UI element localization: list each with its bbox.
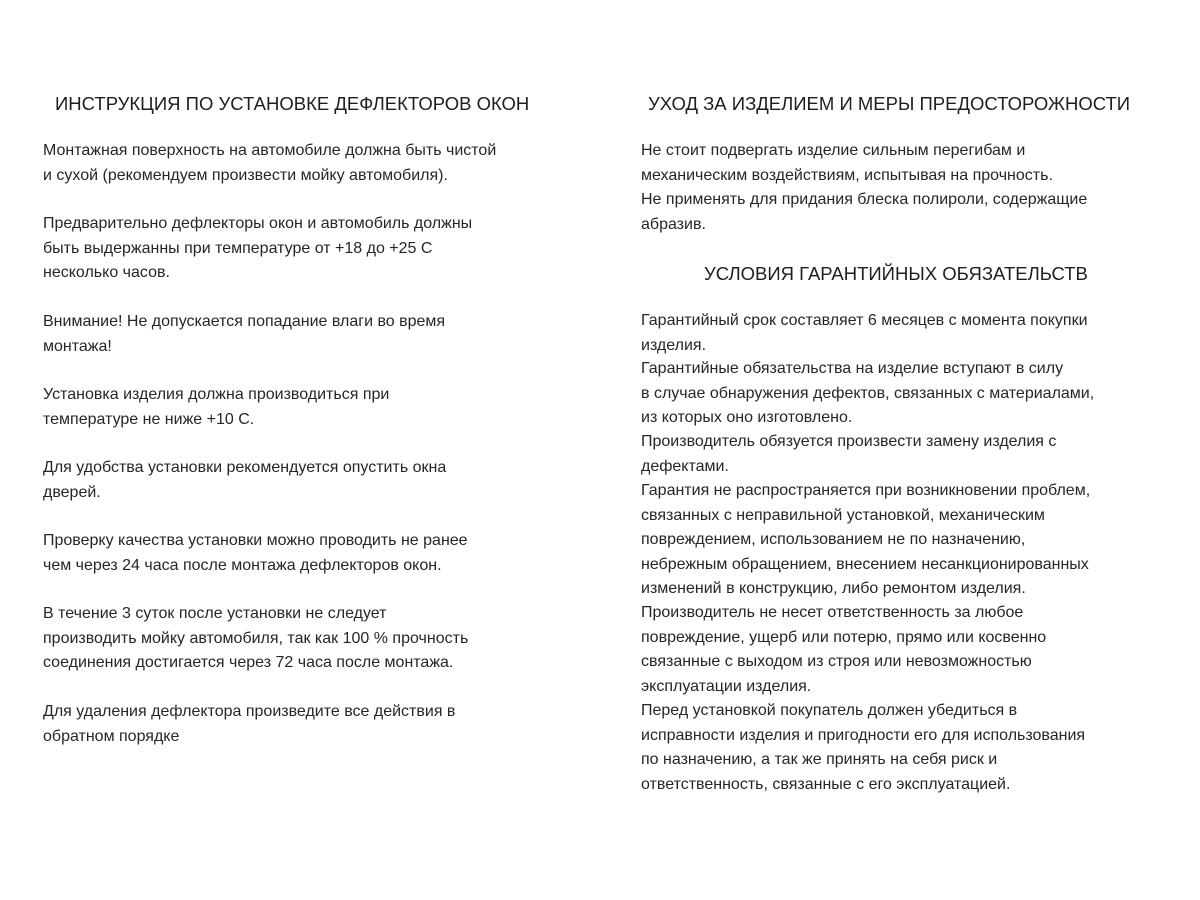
installation-paragraph: Проверку качества установки можно проводить не ранее чем через 24 часа после монтажа дефлекторов окон. bbox=[43, 532, 468, 574]
warranty-paragraph: Гарантийный срок составляет 6 месяцев с момента покупки изделия. bbox=[641, 312, 1088, 354]
warranty-paragraph: Гарантия не распространяется при возникновении проблем, связанных с неправильной установкой, механическим повреждением, использованием не по назначению, небрежным обращением, внесением несанкционированных изменений в конструкцию, либо ремонтом изделия. bbox=[641, 482, 1091, 597]
warranty-paragraph: Перед установкой покупатель должен убедиться в исправности изделия и пригодности его для использования по назначению, а так же принять на себя риск и ответственность, связанные с его эксплуатацией. bbox=[641, 702, 1086, 793]
installation-paragraph: Монтажная поверхность на автомобиле должна быть чистой и сухой (рекомендуем произвести мойку автомобиля). bbox=[43, 142, 497, 184]
installation-paragraph: Для удаления дефлектора произведите все действия в обратном порядке bbox=[43, 703, 456, 745]
warranty-paragraph: Гарантийные обязательства на изделие вступают в силу в случае обнаружения дефектов, связанных с материалами, из которых оно изготовлено. bbox=[641, 360, 1095, 426]
installation-paragraph: Установка изделия должна производиться при температуре не ниже +10 С. bbox=[43, 386, 390, 428]
care-heading: УХОД ЗА ИЗДЕЛИЕМ И МЕРЫ ПРЕДОСТОРОЖНОСТИ bbox=[648, 93, 1131, 114]
installation-paragraph: Для удобства установки рекомендуется опустить окна дверей. bbox=[43, 459, 447, 501]
warranty-heading: УСЛОВИЯ ГАРАНТИЙНЫХ ОБЯЗАТЕЛЬСТВ bbox=[704, 263, 1088, 284]
installation-paragraph: Предварительно дефлекторы окон и автомобиль должны быть выдержанны при температуре от +18 до +25 С несколько часов. bbox=[43, 215, 473, 281]
warranty-paragraph: Производитель не несет ответственность за любое повреждение, ущерб или потерю, прямо или косвенно связанные с выходом из строя или невозможностью эксплуатации изделия. bbox=[641, 604, 1047, 695]
warranty-paragraph: Производитель обязуется произвести замену изделия с дефектами. bbox=[641, 433, 1057, 475]
care-paragraph: Не стоит подвергать изделие сильным перегибам и механическим воздействиям, испытывая на прочность. bbox=[641, 142, 1053, 184]
care-paragraph: Не применять для придания блеска полироли, содержащие абразив. bbox=[641, 191, 1088, 233]
installation-heading: ИНСТРУКЦИЯ ПО УСТАНОВКЕ ДЕФЛЕКТОРОВ ОКОН bbox=[55, 93, 530, 114]
installation-paragraph: Внимание! Не допускается попадание влаги во время монтажа! bbox=[43, 313, 446, 355]
installation-paragraph: В течение 3 суток после установки не следует производить мойку автомобиля, так как 100 % прочность соединения достигается через 72 часа после монтажа. bbox=[43, 605, 469, 671]
